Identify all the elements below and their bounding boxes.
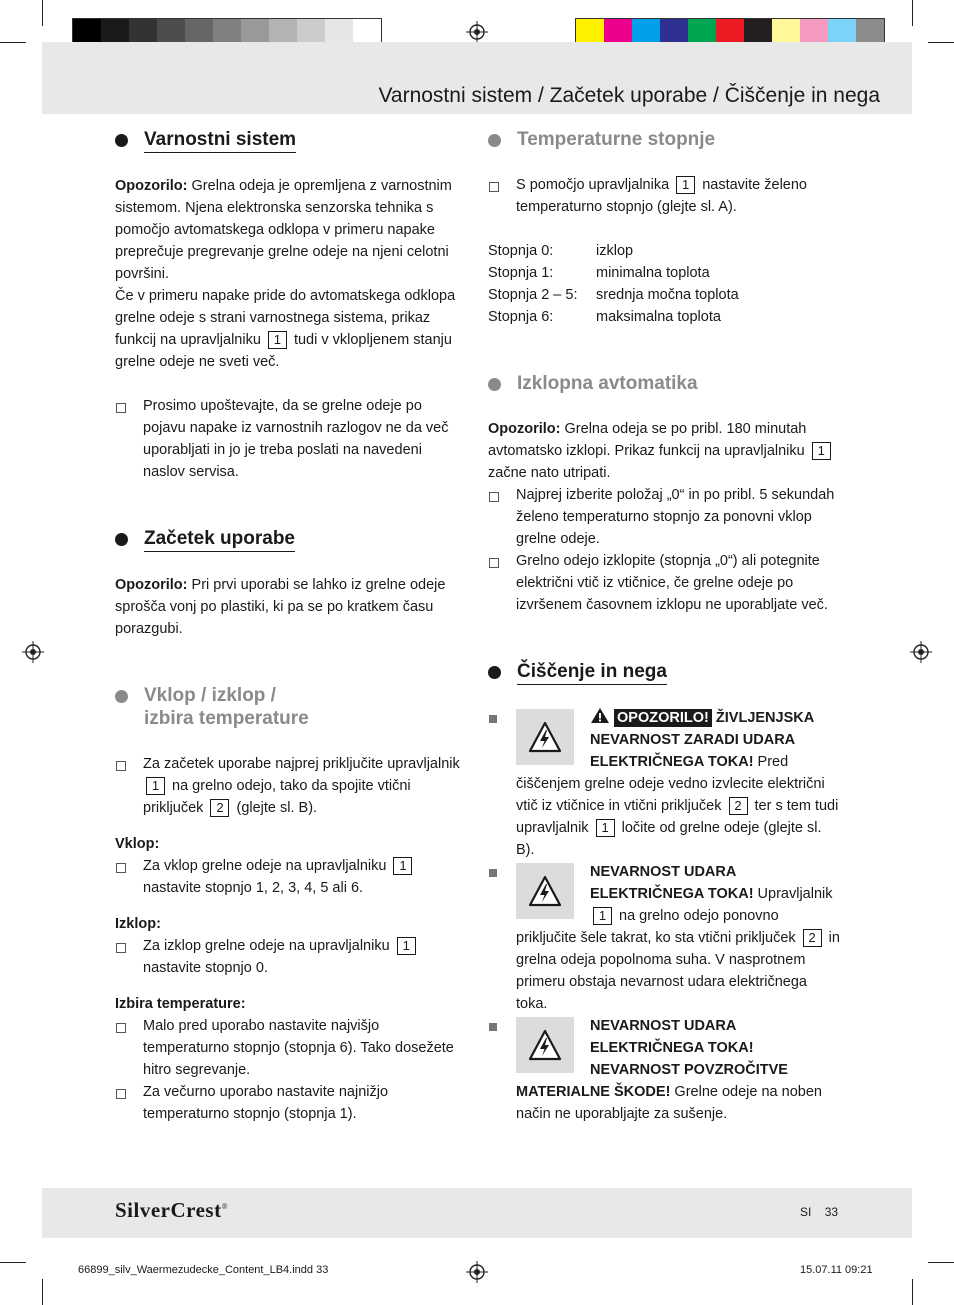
- sublabel-vklop: Vklop:: [115, 836, 160, 852]
- step-value: srednja močna toplota: [596, 287, 739, 303]
- warning-block: OPOZORILO! ŽIVLJENJSKA NEVARNOST ZARADI UDARA ELEKTRIČNEGA TOKA! Pred čiščenjem grelne odeje vedno izvlecite električni vtič iz vtičnice in vtični priključek 2 ter s tem tudi upravljalnik 1 ločite od grelne odeje (glejte sl. B).: [488, 707, 840, 861]
- list-item: S pomočjo upravljalnika 1 nastavite želeno temperaturno stopnjo (glejte sl. A).: [488, 174, 840, 218]
- print-slug-date: 15.07.11 09:21: [800, 1264, 873, 1276]
- square-bullet-icon: [488, 1015, 516, 1125]
- page-title: Varnostni sistem / Začetek uporabe / Čiščenje in nega: [378, 84, 880, 107]
- checkbox-bullet-icon: [115, 935, 143, 979]
- electric-shock-warning-icon: [516, 709, 574, 765]
- warning-paragraph: Opozorilo: Grelna odeja se po pribl. 180 minutah avtomatsko izklopi. Prikaz funkcij na upravljalniku 1 začne nato utripati.: [488, 418, 840, 484]
- step-value: izklop: [596, 243, 634, 259]
- crop-mark: [928, 1262, 954, 1263]
- registration-mark-icon: [22, 641, 44, 663]
- bullet-dot-icon: [488, 378, 501, 391]
- sublabel-izklop: Izklop:: [115, 916, 161, 932]
- section-heading-izklopna: Izklopna avtomatika: [488, 372, 840, 396]
- warning-paragraph: Opozorilo: Pri prvi uporabi se lahko iz grelne odeje sprošča vonj po plastiki, ki pa se po kratkem času porazgubi.: [115, 577, 446, 637]
- warning-badge: OPOZORILO!: [614, 709, 712, 727]
- crop-mark: [42, 0, 43, 26]
- section-heading-vklop: Vklop / izklop / izbira temperature: [115, 684, 465, 731]
- reference-box: 1: [268, 331, 287, 349]
- checkbox-bullet-icon: [488, 174, 516, 218]
- checkbox-bullet-icon: [488, 550, 516, 616]
- section-heading-temperature: Temperaturne stopnje: [488, 128, 840, 152]
- step-label: Stopnja 1:: [488, 265, 554, 281]
- reference-box: 1: [397, 937, 416, 955]
- crop-mark: [0, 42, 26, 43]
- sublabel-izbira: Izbira temperature:: [115, 996, 246, 1012]
- bullet-dot-icon: [115, 533, 128, 546]
- left-column: [115, 128, 465, 1125]
- list-item: Za začetek uporabe najprej priključite upravljalnik 1 na grelno odejo, tako da spojite vtični priključek 2 (glejte sl. B).: [115, 753, 465, 819]
- crop-mark: [0, 1262, 26, 1263]
- list-item: Za izklop grelne odeje na upravljalniku 1 nastavite stopnjo 0.: [115, 935, 465, 979]
- list-item: Za večurno uporabo nastavite najnižjo temperaturno stopnjo (stopnja 1).: [115, 1081, 465, 1125]
- warning-paragraph: Opozorilo: Grelna odeja je opremljena z varnostnim sistemom. Njena elektronska senzorska tehnika s pomočjo avtomatskega odklopa v primeru napake preprečuje pregrevanje grelne odeje na njeni celotni površini.: [115, 178, 452, 282]
- section-heading-ciscenje: Čiščenje in nega: [488, 660, 840, 685]
- section-heading-zacetek: Začetek uporabe: [115, 527, 465, 552]
- bullet-dot-icon: [115, 690, 128, 703]
- reference-box: 1: [596, 819, 615, 837]
- square-bullet-icon: [488, 707, 516, 861]
- electric-shock-warning-icon: [516, 1017, 574, 1073]
- warning-triangle-icon: [590, 707, 610, 724]
- crop-mark: [928, 42, 954, 43]
- list-item: Najprej izberite položaj „0“ in po pribl. 5 sekundah želeno temperaturno stopnjo za ponovni vklop grelne odeje.: [488, 484, 840, 550]
- checkbox-bullet-icon: [115, 395, 143, 483]
- bullet-dot-icon: [488, 666, 501, 679]
- checkbox-bullet-icon: [115, 1015, 143, 1081]
- page-number: SI 33: [800, 1205, 839, 1219]
- reference-box: 1: [593, 907, 612, 925]
- crop-mark: [912, 1279, 913, 1305]
- step-label: Stopnja 2 – 5:: [488, 287, 578, 303]
- list-item: Grelno odejo izklopite (stopnja „0“) ali potegnite električni vtič iz vtičnice, če grelne odeje po izvršenem časovnem izklopu ne uporabljate več.: [488, 550, 840, 616]
- square-bullet-icon: [488, 861, 516, 1015]
- checkbox-bullet-icon: [115, 753, 143, 819]
- bullet-dot-icon: [115, 134, 128, 147]
- warning-block: NEVARNOST UDARA ELEKTRIČNEGA TOKA! NEVARNOST POVZROČITVE MATERIALNE ŠKODE! Grelne odeje na noben način ne uporabljajte za sušenje.: [488, 1015, 840, 1125]
- reference-box: 1: [146, 777, 165, 795]
- section-heading-varnostni: Varnostni sistem: [115, 128, 465, 153]
- electric-shock-warning-icon: [516, 863, 574, 919]
- temperature-steps-table: [488, 240, 840, 328]
- crop-mark: [42, 1279, 43, 1305]
- list-item: Malo pred uporabo nastavite najvišjo temperaturno stopnjo (stopnja 6). Tako dosežete hitro segrevanje.: [115, 1015, 465, 1081]
- reference-box: 1: [676, 176, 695, 194]
- bullet-dot-icon: [488, 134, 501, 147]
- registration-mark-icon: [466, 1261, 488, 1283]
- step-value: minimalna toplota: [596, 265, 710, 281]
- paragraph: Če v primeru napake pride do avtomatskega odklopa grelne odeje s strani varnostnega sistema, prikaz funkcij na upravljalniku 1 tudi v vklopljenem stanju grelne odeje ne sveti več.: [115, 288, 456, 370]
- reference-box: 1: [812, 442, 831, 460]
- checkbox-bullet-icon: [115, 855, 143, 899]
- brand-logo: SilverCrest®: [115, 1198, 229, 1222]
- list-item: Prosimo upoštevajte, da se grelne odeje po pojavu napake iz varnostnih razlogov ne da več uporabljati in jo je treba poslati na navedeni naslov servisa.: [115, 395, 465, 483]
- checkbox-bullet-icon: [488, 484, 516, 550]
- warning-block: NEVARNOST UDARA ELEKTRIČNEGA TOKA! Upravljalnik 1 na grelno odejo ponovno priključite šele takrat, ko sta vtični priključek 2 in grelna odeja popolnoma suha. V nasprotnem primeru obstaja nevarnost udara električnega toka.: [488, 861, 840, 1015]
- crop-mark: [912, 0, 913, 26]
- step-value: maksimalna toplota: [596, 309, 721, 325]
- reference-box: 1: [393, 857, 412, 875]
- step-label: Stopnja 6:: [488, 309, 554, 325]
- checkbox-bullet-icon: [115, 1081, 143, 1125]
- reference-box: 2: [729, 797, 748, 815]
- right-column: [488, 128, 840, 1125]
- list-item: Za vklop grelne odeje na upravljalniku 1 nastavite stopnjo 1, 2, 3, 4, 5 ali 6.: [115, 855, 465, 899]
- registration-mark-icon: [910, 641, 932, 663]
- registration-mark-icon: [466, 21, 488, 43]
- reference-box: 2: [210, 799, 229, 817]
- reference-box: 2: [803, 929, 822, 947]
- print-slug-file: 66899_silv_Waermezudecke_Content_LB4.indd 33: [78, 1264, 329, 1276]
- step-label: Stopnja 0:: [488, 243, 554, 259]
